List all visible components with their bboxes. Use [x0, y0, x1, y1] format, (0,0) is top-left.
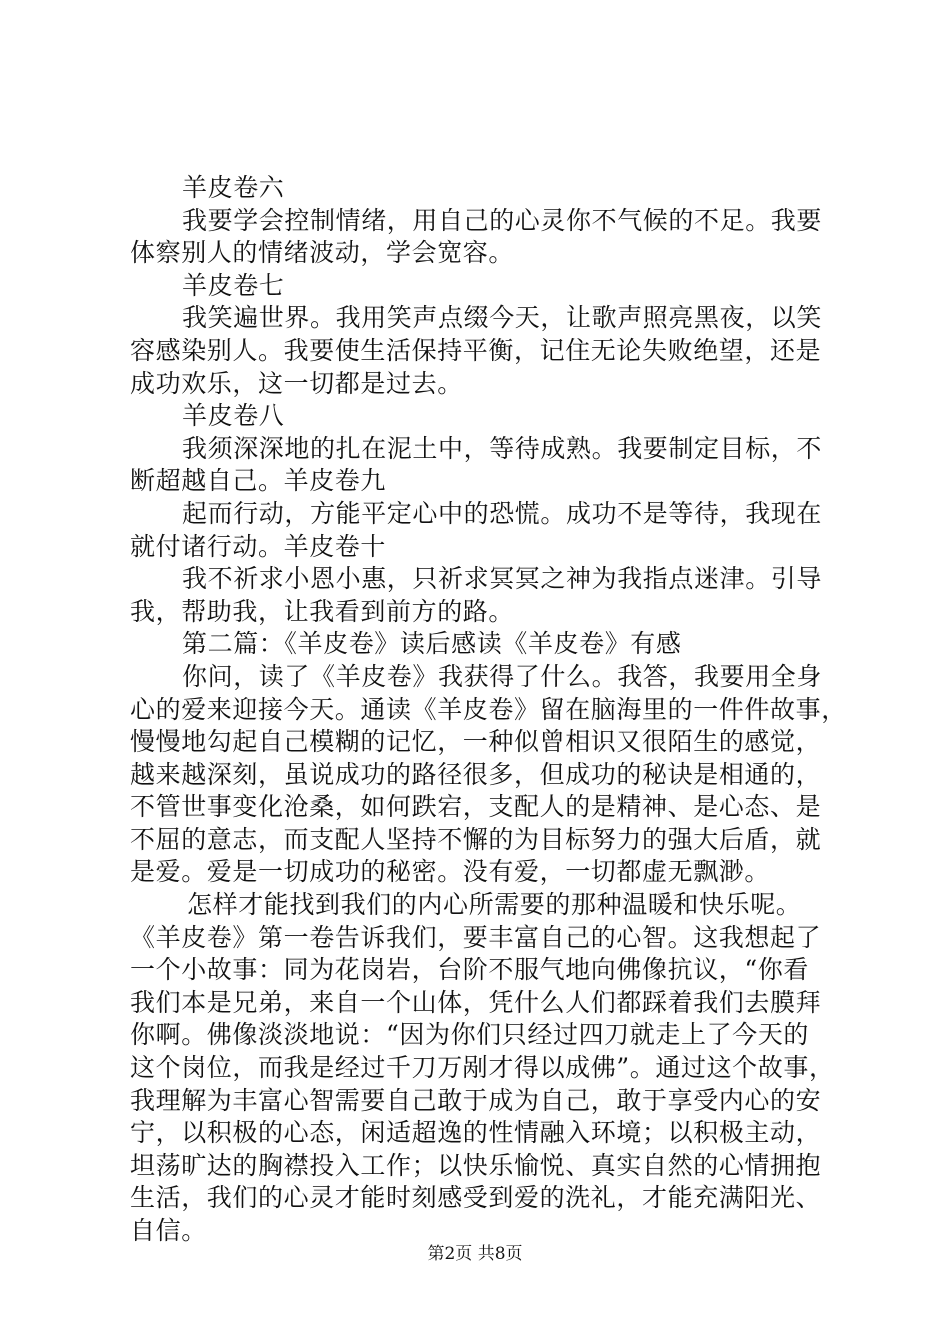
paragraph-line: 起而行动，方能平定心中的恐慌。成功不是等待，我现在 — [182, 498, 823, 528]
paragraph-line: 越来越深刻，虽说成功的路径很多，但成功的秘诀是相通的， — [130, 759, 822, 789]
paragraph-line: 我须深深地的扎在泥土中，等待成熟。我要制定目标，不 — [182, 433, 823, 463]
paragraph-line: 体察别人的情绪波动，学会宽容。 — [130, 238, 515, 268]
paragraph-line: 我，帮助我，让我看到前方的路。 — [130, 596, 515, 626]
paragraph-line: 心的爱来迎接今天。通读《羊皮卷》留在脑海里的一件件故事， — [130, 694, 847, 724]
paragraph-line: 我们本是兄弟，来自一个山体，凭什么人们都踩着我们去膜拜 — [130, 987, 822, 1017]
paragraph-line: 生活，我们的心灵才能时刻感受到爱的洗礼，才能充满阳光、 — [130, 1183, 822, 1213]
paragraph-line: 我要学会控制情绪，用自己的心灵你不气候的不足。我要 — [182, 205, 823, 235]
paragraph-line: 怎样才能找到我们的内心所需要的那种温暖和快乐呢。 — [187, 890, 802, 920]
paragraph-line: 宁，以积极的心态，闲适超逸的性情融入环境；以积极主动， — [130, 1118, 822, 1148]
paragraph-line: 我不祈求小恩小惠，只祈求冥冥之神为我指点迷津。引导 — [182, 564, 823, 594]
paragraph-line: 我理解为丰富心智需要自己敢于成为自己，敢于享受内心的安 — [130, 1085, 822, 1115]
paragraph-line: 这个岗位，而我是经过千刀万剐才得以成佛”。通过这个故事， — [130, 1053, 835, 1083]
paragraph-line: 你问，读了《羊皮卷》我获得了什么。我答，我要用全身 — [182, 661, 823, 691]
chapter-heading: 第二篇：《羊皮卷》读后感读《羊皮卷》有感 — [182, 629, 682, 659]
document-body — [130, 172, 847, 1248]
paragraph-line: 慢慢地勾起自己模糊的记忆，一种似曾相识又很陌生的感觉， — [130, 727, 822, 757]
paragraph-line: 一个小故事：同为花岗岩，台阶不服气地向佛像抗议，“你看 — [130, 955, 809, 985]
paragraph-line: 断超越自己。羊皮卷九 — [130, 466, 387, 496]
paragraph-line: 你啊。佛像淡淡地说：“因为你们只经过四刀就走上了今天的 — [130, 1020, 809, 1050]
section-heading: 羊皮卷七 — [182, 270, 285, 300]
paragraph-line: 《羊皮卷》第一卷告诉我们，要丰富自己的心智。这我想起了 — [130, 922, 822, 952]
paragraph-line: 是爱。爱是一切成功的秘密。没有爱，一切都虚无飘渺。 — [130, 857, 771, 887]
section-heading: 羊皮卷六 — [182, 173, 285, 202]
paragraph-line: 不屈的意志，而支配人坚持不懈的为目标努力的强大后盾，就 — [130, 824, 822, 854]
paragraph-line: 自信。 — [130, 1216, 207, 1245]
paragraph-line: 坦荡旷达的胸襟投入工作；以快乐愉悦、真实自然的心情拥抱 — [130, 1150, 822, 1180]
paragraph-line: 容感染别人。我要使生活保持平衡，记住无论失败绝望，还是 — [130, 335, 822, 365]
section-heading: 羊皮卷八 — [182, 401, 285, 431]
page-number-footer: 第2页 共8页 — [427, 1244, 523, 1264]
paragraph-line: 不管世事变化沧桑，如何跌宕，支配人的是精神、是心态、是 — [130, 792, 822, 822]
paragraph-line: 我笑遍世界。我用笑声点缀今天，让歌声照亮黑夜，以笑 — [182, 303, 823, 333]
paragraph-line: 成功欢乐，这一切都是过去。 — [130, 368, 463, 398]
paragraph-line: 就付诸行动。羊皮卷十 — [130, 531, 387, 561]
